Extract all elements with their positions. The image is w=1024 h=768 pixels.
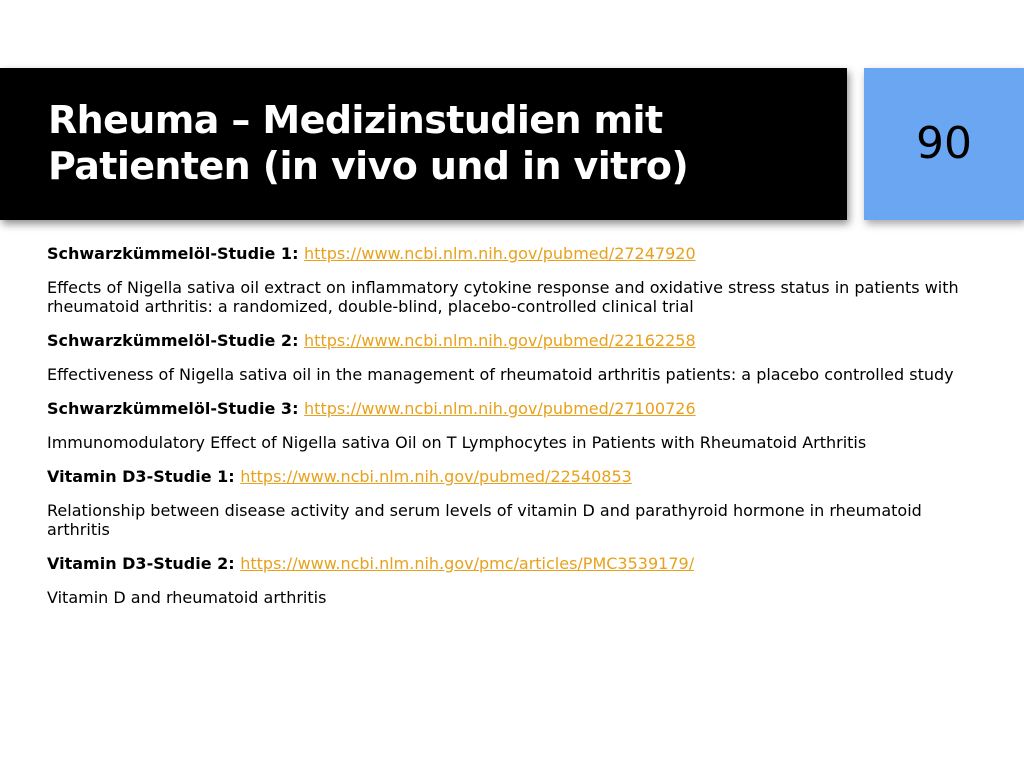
slide-number: 90	[916, 118, 972, 169]
study-list	[47, 244, 977, 607]
slide-title	[48, 97, 828, 189]
study-description: Effects of Nigella sativa oil extract on inflammatory cytokine response and oxidative stress status in patients with rheumatoid arthritis: a randomized, double-blind, placebo-controlled clinical trial	[47, 278, 959, 316]
study-heading	[47, 554, 977, 573]
study-link[interactable]: https://www.ncbi.nlm.nih.gov/pubmed/22162258	[304, 331, 696, 350]
study-heading	[47, 399, 977, 418]
study-link[interactable]: https://www.ncbi.nlm.nih.gov/pubmed/27100726	[304, 399, 696, 418]
study-description: Relationship between disease activity and serum levels of vitamin D and parathyroid hormone in rheumatoid arthritis	[47, 501, 922, 539]
study-label: Schwarzkümmelöl-Studie 3:	[47, 399, 305, 418]
study-link[interactable]: https://www.ncbi.nlm.nih.gov/pubmed/22540853	[240, 467, 632, 486]
study-link[interactable]: https://www.ncbi.nlm.nih.gov/pubmed/27247920	[304, 244, 696, 263]
study-label: Vitamin D3-Studie 1:	[47, 467, 241, 486]
study-description: Effectiveness of Nigella sativa oil in the management of rheumatoid arthritis patients: a placebo controlled study	[47, 365, 954, 384]
study-heading	[47, 331, 977, 350]
study-description: Vitamin D and rheumatoid arthritis	[47, 588, 327, 607]
study-heading	[47, 467, 977, 486]
study-heading	[47, 244, 977, 263]
slide-title-line-2: Patienten (in vivo und in vitro)	[48, 144, 689, 188]
study-label: Vitamin D3-Studie 2:	[47, 554, 241, 573]
study-description: Immunomodulatory Effect of Nigella sativa Oil on T Lymphocytes in Patients with Rheumatoid Arthritis	[47, 433, 867, 452]
study-link[interactable]: https://www.ncbi.nlm.nih.gov/pmc/articles/PMC3539179/	[240, 554, 695, 573]
slide-title-line-1: Rheuma – Medizinstudien mit	[48, 98, 663, 142]
study-label: Schwarzkümmelöl-Studie 2:	[47, 331, 305, 350]
study-label: Schwarzkümmelöl-Studie 1:	[47, 244, 305, 263]
